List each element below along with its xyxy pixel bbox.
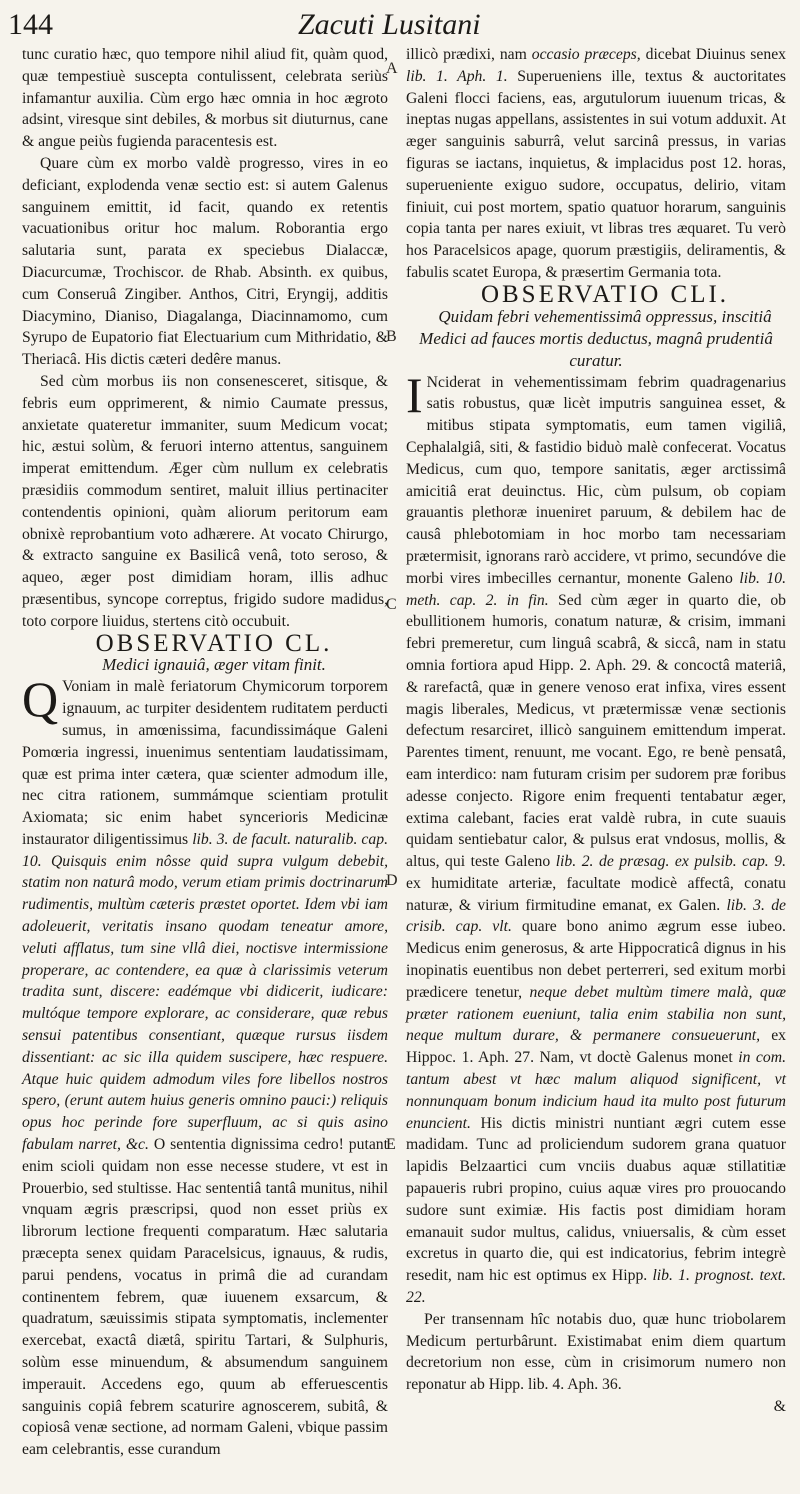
catchword: &	[773, 1398, 786, 1416]
citation: lib. 10. meth. cap. 2. in fin.	[406, 569, 787, 609]
drop-cap: Q	[22, 671, 59, 728]
quotation: occasio præceps,	[531, 46, 641, 63]
quotation: Quisquis enim nôsse quid supra vulgum debebit, statim non naturâ modo, verum etiam primis doctrinarum rudimentis, multùm cæteris præstet oportet. Idem vbi iam adoleuerit, veritatis insano quodam teneatur amore, veluti afflatus, tum sine vllâ diei, noctisve intermissione properare, ac contendere, ea quæ à clarissimis veterum tradita sunt, discere: eadémque vbi didicerit, iudicare: multóque tempore explorare, ac considerare, quæ rebus sensui patentibus consentiant, quæque rursus iisdem dissentiant: ac sic illa quidem suscipere, hæc respuere. Atque huic quidem admodum viles fore libellos nostros spero, (erunt autem huius generis omnino pauci:) reliquis opus hoc perinde fore superfluum, ac si quis asino fabulam narret, &c.	[22, 852, 388, 1154]
text-run: Nciderat in vehementissimam febrim quadragenarius satis robustus, quæ licèt imputris sanguinea esset, & mitibus stipata symptomatis, eum tamen vigiliâ, Cephalalgiâ, siti, & fastidio biduò malè confecerat. Vocatus Medicus, cum quo, tempore sanitatis, æger arctissimâ amicitiâ erat deuinctus. Hic, cùm pulsum, ob copiam grauantis plethoræ inueniret paruum, & debilem hac de causâ phlebotomiam in hoc morbo tam necessariam prætermisit, ignorans rarò accidere, vt primo, secundóve die morbi vires imbecilles cernantur, monente Galeno	[406, 373, 786, 587]
drop-cap: I	[406, 366, 423, 423]
paragraph	[22, 671, 389, 1461]
section-summary: Medici ignauiâ, æger vitam finit.	[102, 655, 326, 675]
paragraph: Quare cùm ex morbo valdè progresso, vires in eo deficiant, explodenda venæ sectio est: si autem Galenus sanguinem emittit, id facit, quando ex retentis vacuationibus oritur hoc malum. Roborantia ergo salutaria sunt, parata ex speciebus Dialaccæ, Diacurcumæ, Trochiscor. de Rhab. Absinth. ex quibus, cum Conseruâ Zingiber. Anthos, Citri, Eryngij, additis Diacymino, Dianiso, Diagalanga, Diacinnamomo, cum Syrupo de Eupatorio fiat Electuarium cum Mithridatio, & Theriacâ. His dictis cæteri dedêre manus.	[22, 154, 388, 369]
text-run: ex Hippoc. 1. Aph. 27. Nam, vt doctè Galenus monet	[406, 1027, 786, 1067]
section-summary: Quidam febri vehementissimâ oppressus, inscitiâ Medici ad fauces mortis deductus, magnâ prudentiâ curatur.	[419, 306, 773, 370]
text-run: dicebat Diuinus senex	[645, 46, 787, 63]
text-run: illicò prædixi, nam	[406, 46, 527, 63]
citation: lib. 1. prognost. text. 22.	[406, 1267, 787, 1307]
margin-letter-e: E	[386, 1136, 396, 1153]
citation: lib. 1. Aph. 1.	[406, 67, 508, 85]
paragraph	[406, 44, 786, 284]
text-run: quare bono animo ægrum esse iubeo. Medicus enim generosus, & arte Hippocraticâ dignus in his inopinatis euentibus non debet perterreri, sed exitum morbi prædicere tenetur,	[406, 918, 786, 1001]
paragraph: Sed cùm morbus iis non consenesceret, sitisque, & febris eum opprimerent, & nimio Caumate pressus, anxietate quateretur immaniter, suum Medicum vocat; hic, æstui solùm, & feruori interno attentus, sanguinem imperat emittendum. Æger cùm nullum ex celebratis præsidiis commodum sentiret, maluit illius pertinaciter contendentis opinioni, quàm aliorum peritorum eam obnixè reprobantium voto adhærere. At vocato Chirurgo, & extracto sanguine ex Basilicâ venâ, toto seroso, & aqueo, æger post dimidiam horam, illis adhuc præsentibus, syncope correptus, frigido sudore madidus, toto corpore liuidus, stertens citò occubuit.	[22, 372, 388, 630]
quotation: in com. tantum abest vt hæc malum aliquod significent, vt nonnunquam bonum indicium haud ita multo post futurum enuncient.	[406, 1049, 786, 1132]
page-header	[8, 4, 790, 44]
text-run: Sed cùm æger in quarto die, ob ebullitionem humoris, conatum naturæ, & crisim, immani febri premeretur, cum linguâ scabrâ, & siccâ, nam in statu omnia fortiora apud Hipp. 2. Aph. 29. & concoctâ materiâ, & rarefactâ, quæ in genere venoso erat infixa, vires essent magis liberales, Medicus, vt prætermissæ venæ sectionis defectum resarciret, illicò sanguinem emittendum imperat. Parentes timent, renuunt, me vocant. Ego, re benè pensatâ, eam interdico: nam futuram crisim per sudorem præ foribus adesse conjecto. Rigore enim frequenti tentabatur æger, extima calebant, facies erat valdè rubra, in cute suauis quidam sentiebatur calor, & pulsus erat vndosus, mollis, & altus, qui teste Galeno	[406, 591, 787, 871]
citation: lib. 3. de facult. naturalib. cap. 10.	[22, 830, 388, 870]
text-run: His dictis ministri nuntiant ægri cutem esse madidam. Tunc ad proliciendum sudorem grana quatuor lapidis Belzaartici cum vnciis duabus aquæ stillatitiæ papaueris rubri propino, cuius aquæ vires pro prouocando sudore sunt eximiæ. His factis post dimidiam horam emanauit sudor multus, calidus, vniuersalis, & cùm esset excretus in quarto die, qui est indicatorius, febrim integrè resedit, nam hic est optimus ex Hipp.	[406, 1114, 787, 1285]
text-run: Superueniens ille, textus & auctoritates Galeni flocci faciens, eas, argutulorum iuuenum tricas, & ineptas nugas appellans, assistentes in sui votum adduxit. At æger sanguinis saburrâ, velut sarcinâ pressus, in varias figuras se iactans, inquietus, & implacidus post 12. horas, superueniente exiguo sudore, occupatus, delirio, vitam finiuit, cui post mortem, spatio quatuor horarum, sanguinis copia tanta per nares exiuit, vt libras tres æquaret. Tu verò hos Paracelsicos apage, quorum præstigiis, deliramentis, & fabulis scatet Europa, & præsertim Germania tota.	[406, 67, 786, 281]
page-number: 144	[8, 8, 53, 41]
quotation: neque debet multùm timere malà, quæ præter rationem eueniunt, talia enim stabilia non sunt, neque multum durare, & permanere consueuerunt,	[406, 983, 787, 1045]
left-column	[22, 44, 388, 1461]
margin-letter-b: B	[386, 328, 397, 345]
margin-letter-a: A	[386, 60, 398, 77]
citation: lib. 2. de præsag. ex pulsib. cap. 9.	[555, 853, 786, 871]
section-title: OBSERVATIO CL.	[95, 629, 333, 657]
text-run: O sententia dignissima cedro! putant enim scioli quidam non esse necesse studere, vt est in Prouerbio, sed stultisse. Hac sententiâ tantâ munitus, nihil vnquam ægris præscripsi, quod non esset priùs ex librorum lectione frequenti comparatum. Hæc salutaria præcepta senex quidam Paracelsicus, ignauus, & rudis, parui pendens, vocatus in primâ die ad curandam continentem febrem, quæ iuuenem exsarcum, & quadratum, sæuissimis stipata symptomatis, inclementer exercebat, exactâ diætâ, spiritu Tartari, & Sulphuris, solùm esse minuendum, & absumendum sanguinem imperauit. Accedens ego, quum ab efferuescentis sanguinis copiâ febrem scaturire agnoscerem, subitâ, & copiosâ venæ sectione, ad normam Galeni, vbique passim eam celebrantis, esse curandum	[22, 1136, 389, 1459]
text-run: ex humiditate arteriæ, facultate modicè affectâ, conatu naturæ, & virium firmitudine emanat, ex Galen.	[406, 874, 786, 914]
section-title: OBSERVATIO CLI.	[480, 280, 730, 308]
text-run: Voniam in malè feriatorum Chymicorum torporem ignauum, ac turpiter desidentem ruditatem perducti sumus, in amœnissima, facundissimáque Galeni Pomœria ingressi, inuenimus sententiam laudatissimam, quæ est prima inter cætera, quæ scienter admodum ille, nec citra rationem, summámque scientiam protulit Axiomata; sic enim habet syncerioris Medicinæ instaurator diligentissimus	[22, 678, 388, 848]
margin-letter-c: C	[386, 596, 397, 613]
paragraph: Per transennam hîc notabis duo, quæ hunc triobolarem Medicum perturbârunt. Existimabat enim diem quartum decretorium non esse, cùm in crisimorum numero non reponatur ab Hipp. lib. 4. Aph. 36.	[406, 1310, 786, 1394]
citation: lib. 3. de crisib. cap. vlt.	[406, 896, 787, 936]
paragraph: tunc curatio hæc, quo tempore nihil aliud fit, quàm quod, quæ tempestiuè suscepta contulissent, celebrata seriùs infamantur auxilia. Cùm ergo hæc omnia in hoc ægroto adsint, viresque sint debiles, & morbus sit diuturnus, cane & angue peiùs fugienda paracentesis est.	[22, 46, 388, 151]
right-column	[406, 44, 786, 1418]
margin-letter-d: D	[386, 872, 398, 889]
running-head: Zacuti Lusitani	[298, 8, 481, 41]
paragraph	[406, 366, 787, 1309]
